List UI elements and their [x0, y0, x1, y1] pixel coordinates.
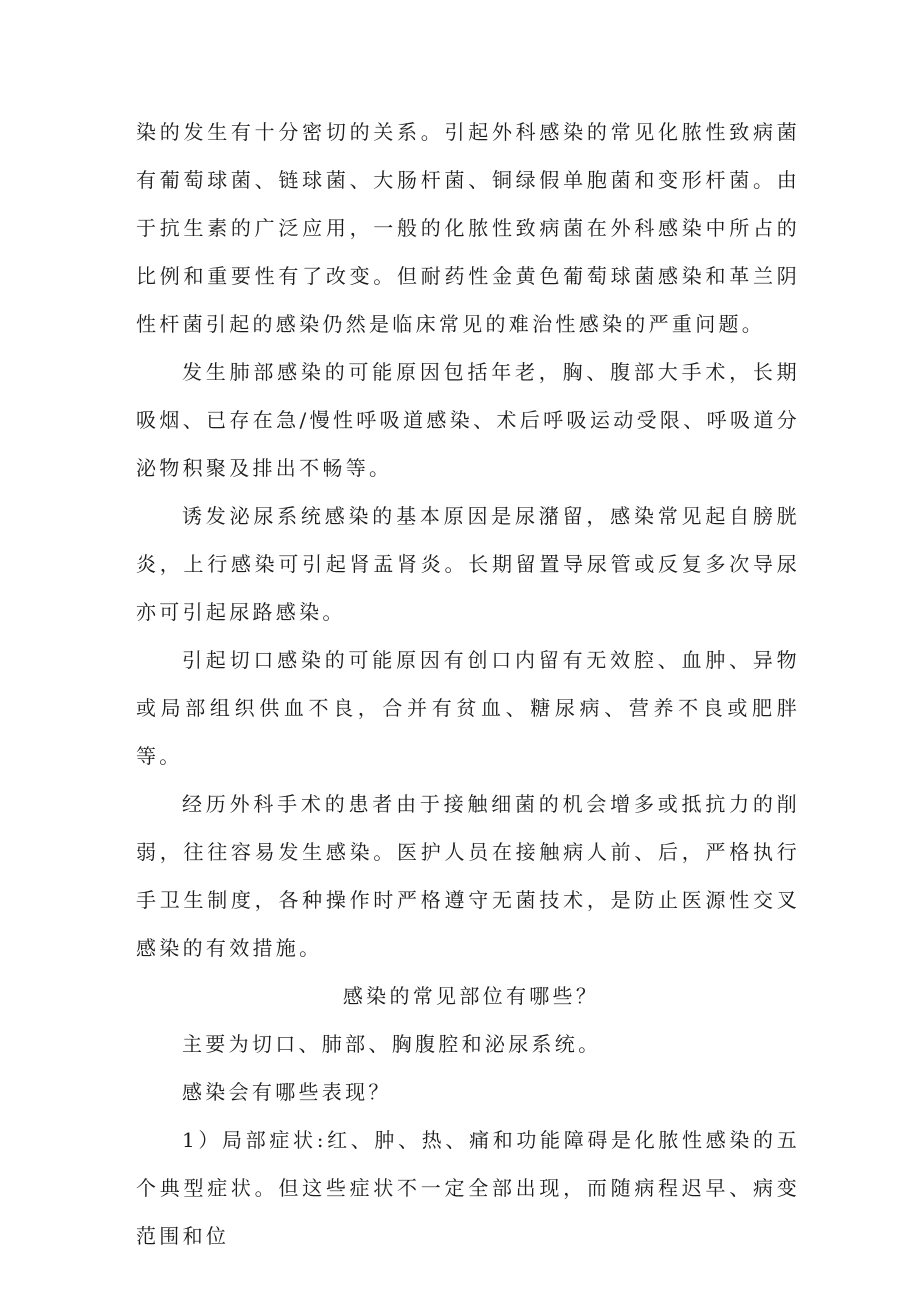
paragraph-lung-infection: 发生肺部感染的可能原因包括年老，胸、腹部大手术，长期吸烟、已存在急/慢性呼吸道感染、术后呼吸运动受限、呼吸道分泌物积聚及排出不畅等。 — [136, 360, 800, 480]
document-body — [136, 108, 800, 1260]
paragraph-pathogens: 染的发生有十分密切的关系。引起外科感染的常见化脓性致病菌有葡萄球菌、链球菌、大肠杆菌、铜绿假单胞菌和变形杆菌。由于抗生素的广泛应用，一般的化脓性致病菌在外科感染中所占的比例和重要性有了改变。但耐药性金黄色葡萄球菌感染和革兰阴性杆菌引起的感染仍然是临床常见的难治性感染的严重问题。 — [136, 120, 800, 336]
paragraph-local-symptoms: 1）局部症状:红、肿、热、痛和功能障碍是化脓性感染的五个典型症状。但这些症状不一定全部出现，而随病程迟早、病变范围和位 — [136, 1128, 800, 1248]
paragraph-urinary-infection: 诱发泌尿系统感染的基本原因是尿潴留，感染常见起自膀胱炎，上行感染可引起肾盂肾炎。长期留置导尿管或反复多次导尿亦可引起尿路感染。 — [136, 504, 800, 624]
question-heading: 感染会有哪些表现？ — [182, 1080, 392, 1104]
paragraph-incision-infection: 引起切口感染的可能原因有创口内留有无效腔、血肿、异物或局部组织供血不良，合并有贫血、糖尿病、营养不良或肥胖等。 — [136, 648, 800, 768]
paragraph-prevention: 经历外科手术的患者由于接触细菌的机会增多或抵抗力的削弱，往往容易发生感染。医护人员在接触病人前、后，严格执行手卫生制度，各种操作时严格遵守无菌技术，是防止医源性交叉感染的有效措施。 — [136, 792, 800, 960]
section-heading: 感染的常见部位有哪些？ — [342, 984, 600, 1008]
section-answer: 主要为切口、肺部、胸腹腔和泌尿系统。 — [182, 1032, 602, 1056]
